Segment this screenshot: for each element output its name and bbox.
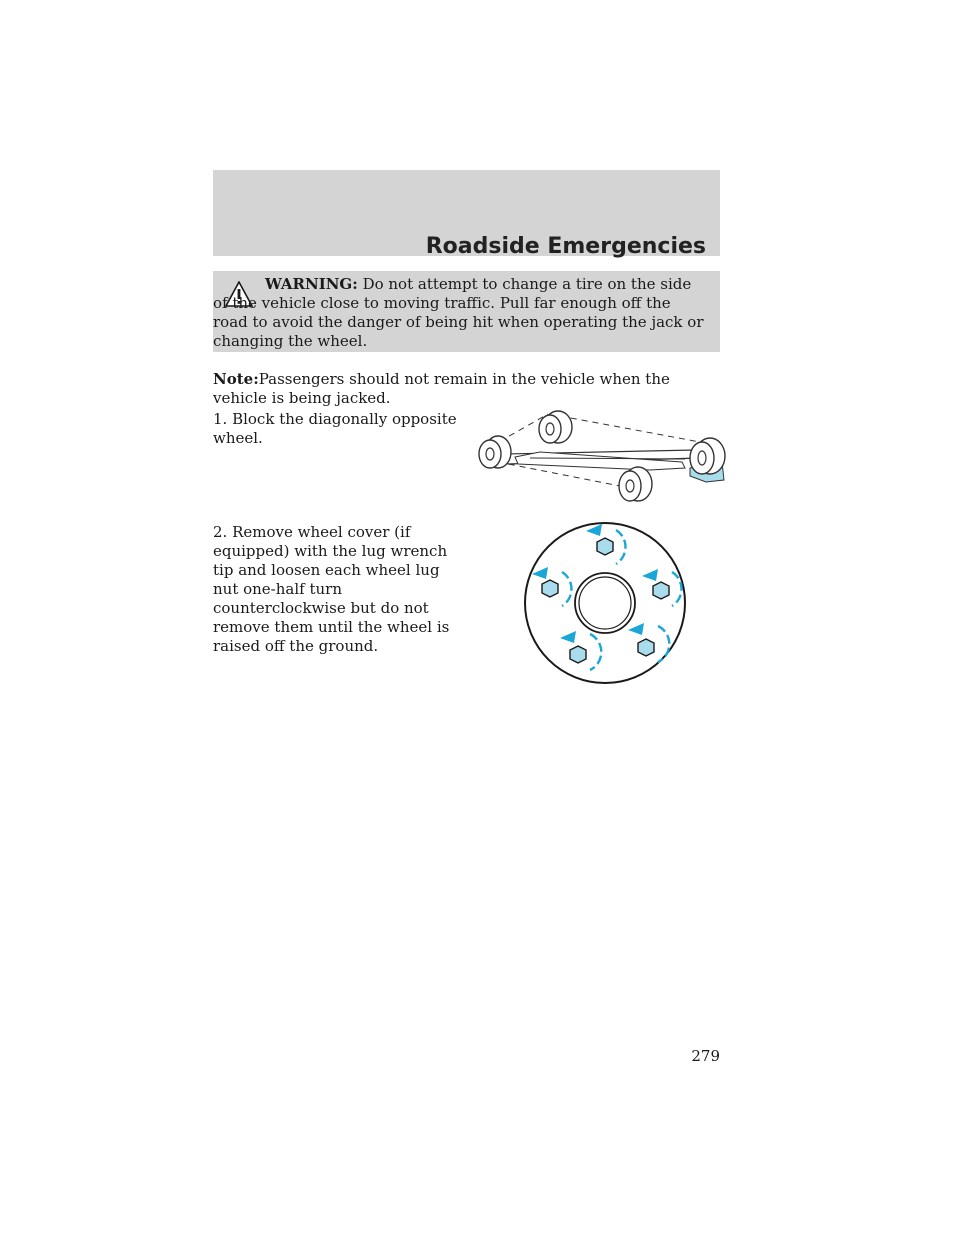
- note-body: Passengers should not remain in the vehicle when the vehicle is being jacked.: [213, 370, 670, 407]
- step-1: 1. Block the diagonally opposite wheel.: [213, 410, 457, 447]
- warning-text: [213, 275, 709, 351]
- header-band: [213, 170, 720, 259]
- page-number: 279: [691, 1047, 720, 1065]
- warning-box: [213, 271, 720, 352]
- wheel-block-illustration: [470, 402, 730, 507]
- warning-label: WARNING:: [265, 275, 358, 293]
- note-label: Note:: [213, 370, 259, 388]
- step-2: 2. Remove wheel cover (if equipped) with the lug wrench tip and loosen each wheel lug nut one-half turn counterclockwise but do not remove them until the wheel is raised off the ground.: [213, 523, 450, 655]
- lug-nut-loosening-illustration: [520, 518, 690, 688]
- warning-body: Do not attempt to change a tire on the side of the vehicle close to moving traffic. Pull far enough off the road to avoid the danger of being hit when operating the jack or changing the wheel.: [213, 275, 704, 350]
- section-title: Roadside Emergencies: [425, 234, 706, 259]
